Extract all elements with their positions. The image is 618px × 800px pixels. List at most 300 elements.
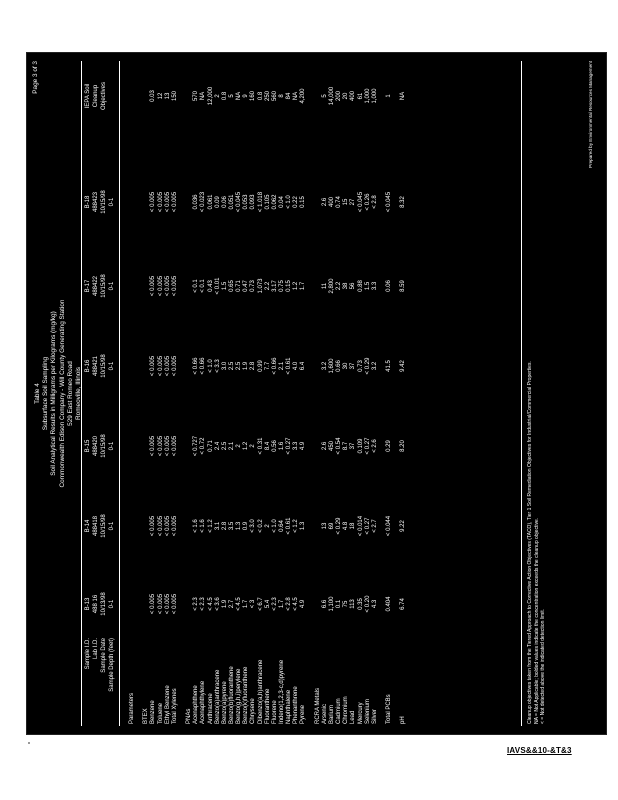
- result-cell: 0.99: [257, 360, 264, 372]
- table-row: [258, 53, 265, 734]
- result-cell: 0.22: [293, 196, 300, 208]
- result-cell: < 0.727: [193, 435, 200, 457]
- cleanup-objective-cell: 8: [278, 94, 285, 98]
- table-row: [315, 53, 322, 734]
- result-cell: < 3.6: [214, 597, 221, 611]
- result-cell: 4.3: [371, 599, 378, 609]
- cleanup-objective-cell: 5: [228, 94, 235, 98]
- table-row: [129, 53, 136, 734]
- header-cell: 488423: [93, 191, 99, 213]
- result-cell: 0.093: [250, 194, 257, 210]
- result-cell: < 0.1: [193, 279, 200, 293]
- cleanup-objective-cell: 13: [164, 92, 171, 100]
- header-cell: 488420: [93, 435, 99, 457]
- cleanup-objective-cell: 2: [214, 94, 221, 98]
- row-label: RCRA Metals: [314, 687, 321, 724]
- row-label: Dibenzo(a,h)anthracene: [257, 659, 264, 724]
- cleanup-objective-cell: 14,000: [328, 86, 335, 106]
- row-label: Lead: [350, 710, 357, 724]
- row-label: Phenanthrene: [293, 686, 300, 724]
- result-cell: < 0.27: [286, 437, 293, 455]
- cleanup-objective-cell: 9: [243, 94, 250, 98]
- table-row: [386, 53, 393, 734]
- table-row: [158, 53, 165, 734]
- result-cell: 27: [350, 198, 357, 206]
- table-row: [250, 53, 257, 734]
- result-cell: 0.73: [250, 280, 257, 292]
- result-cell: 0.109: [357, 438, 364, 454]
- header-cell: 10/13/98: [101, 592, 107, 616]
- result-cell: < 0.31: [257, 437, 264, 455]
- row-label: Mercury: [357, 702, 364, 724]
- result-cell: 37: [350, 362, 357, 370]
- result-cell: 3.17: [271, 280, 278, 292]
- result-cell: < 0.045: [357, 191, 364, 213]
- result-cell: < 0.005: [164, 593, 171, 615]
- result-cell: 0.47: [243, 280, 250, 292]
- result-cell: < 0.2: [257, 519, 264, 533]
- result-cell: 0.053: [243, 194, 250, 210]
- result-cell: 4.9: [300, 441, 307, 451]
- result-cell: 1.9: [243, 361, 250, 371]
- result-cell: 2.5: [236, 361, 243, 371]
- result-cell: 37: [350, 442, 357, 450]
- result-cell: 0.061: [207, 194, 214, 210]
- table-row: [222, 53, 229, 734]
- result-cell: < 0.27: [364, 437, 371, 455]
- cleanup-objective-cell: NA: [293, 91, 300, 101]
- scan-speck: [28, 742, 30, 744]
- cleanup-objective-cell: 570: [193, 91, 200, 102]
- cleanup-objective-cell: 150: [171, 91, 178, 102]
- header-cell: IEPA Soil: [85, 83, 91, 109]
- result-cell: 6.4: [300, 361, 307, 371]
- result-cell: < 0.044: [386, 515, 393, 537]
- cleanup-objective-cell: 1: [386, 94, 393, 98]
- row-label: Total Xylenes: [171, 688, 178, 724]
- result-cell: < 0.61: [286, 357, 293, 375]
- result-cell: 1.2: [243, 441, 250, 451]
- result-cell: < 0.005: [164, 435, 171, 457]
- result-cell: < 1.0: [207, 359, 214, 373]
- result-cell: < 0.29: [364, 357, 371, 375]
- result-cell: 2.5: [228, 361, 235, 371]
- result-cell: 41.5: [386, 360, 393, 372]
- result-cell: < 2.3: [200, 597, 207, 611]
- table-row: [293, 53, 300, 734]
- table-row: [243, 53, 250, 734]
- result-cell: < 0.005: [171, 435, 178, 457]
- result-cell: 0.9: [243, 521, 250, 531]
- table-row: [372, 53, 379, 734]
- result-cell: < 0.005: [164, 515, 171, 537]
- result-cell: 0.71: [207, 440, 214, 452]
- header-cell: 10/15/98: [101, 274, 107, 298]
- result-cell: 2.5: [221, 441, 228, 451]
- header-cell: 0-1: [109, 361, 115, 371]
- header-cell: B-13: [85, 597, 91, 611]
- title-line: 529 East Romeo Road: [66, 361, 74, 426]
- result-cell: < 0.005: [171, 191, 178, 213]
- table-body: [129, 53, 407, 734]
- result-cell: < 2.3: [193, 597, 200, 611]
- result-cell: 38: [343, 282, 350, 290]
- table-row: [336, 53, 343, 734]
- cleanup-objective-cell: 12: [157, 92, 164, 100]
- result-cell: 0.15: [300, 196, 307, 208]
- result-cell: 69: [328, 522, 335, 530]
- table-row: [286, 53, 293, 734]
- result-cell: < 0.023: [200, 191, 207, 213]
- result-cell: < 0.005: [157, 275, 164, 297]
- result-cell: 4.9: [300, 599, 307, 609]
- cleanup-objective-cell: 200: [336, 91, 343, 102]
- result-cell: 5.4: [264, 599, 271, 609]
- row-label: Benzo(k)fluoranthene: [243, 666, 250, 724]
- result-cell: 0.04: [278, 196, 285, 208]
- result-cell: 2,800: [328, 278, 335, 294]
- result-cell: < 4.5: [207, 597, 214, 611]
- row-label: Chrysene: [250, 698, 257, 724]
- row-label: PNAs: [186, 708, 193, 724]
- header-cell: 0-1: [109, 197, 115, 207]
- result-cell: < 2.7: [371, 519, 378, 533]
- cleanup-objective-cell: 400: [350, 91, 357, 102]
- row-label: Benzo(g,h,i)perylene: [236, 668, 243, 724]
- result-cell: 2: [250, 444, 257, 448]
- result-cell: < 0.005: [171, 593, 178, 615]
- header-cell: 10/15/98: [101, 434, 107, 458]
- result-cell: 2.6: [321, 441, 328, 451]
- result-cell: 15: [343, 198, 350, 206]
- result-cell: < 0.005: [157, 593, 164, 615]
- result-cell: < 0.045: [236, 191, 243, 213]
- result-cell: 0.56: [271, 440, 278, 452]
- result-cell: 2.2: [264, 281, 271, 291]
- result-cell: < 4.5: [293, 597, 300, 611]
- result-cell: 2.8: [250, 361, 257, 371]
- result-cell: < 0.005: [150, 275, 157, 297]
- header-cell: B-15: [85, 439, 91, 453]
- note-line: Cleanup objectives taken from the Tiered Approach to Corrective Action Objectives (TACO), Tier 1 Soil Remediation Objectives for Industrial/Commercial Properties.: [527, 361, 533, 724]
- cleanup-objective-cell: 1,000: [371, 88, 378, 104]
- row-label: Selenium: [364, 698, 371, 724]
- header-cell: 0-1: [109, 521, 115, 531]
- result-cell: 0.65: [228, 280, 235, 292]
- result-cell: 0.062: [271, 194, 278, 210]
- cleanup-objective-cell: 160: [250, 91, 257, 102]
- header-cell: 488422: [93, 275, 99, 297]
- row-label: Benzo(b)fluoranthene: [228, 666, 235, 724]
- result-cell: 2.6: [321, 197, 328, 207]
- result-cell: < 0.005: [164, 275, 171, 297]
- result-cell: 11: [321, 282, 328, 290]
- row-label: Benzo(a)pyrene: [221, 681, 228, 724]
- row-label: Benzo(a)anthracene: [214, 669, 221, 724]
- header-cell: B-18: [85, 195, 91, 209]
- table-row: [236, 53, 243, 734]
- result-cell: < 1.0: [271, 519, 278, 533]
- table-row: [350, 53, 357, 734]
- section-spacer: [179, 53, 186, 734]
- result-cell: 3.0: [221, 361, 228, 371]
- result-cell: < 0.005: [171, 355, 178, 377]
- row-label: Pyrene: [300, 704, 307, 724]
- result-cell: 113: [350, 599, 357, 609]
- header-label: Sample I.D.: [85, 638, 91, 670]
- result-cell: < 0.005: [150, 593, 157, 615]
- result-cell: 1.7: [243, 599, 250, 609]
- result-cell: < 0.005: [150, 191, 157, 213]
- row-label: Chromium: [343, 696, 350, 724]
- result-cell: 1.7: [300, 281, 307, 291]
- table-row: [208, 53, 215, 734]
- result-cell: < 0.66: [200, 357, 207, 375]
- table-row: [300, 53, 307, 734]
- cleanup-objective-cell: 5: [321, 94, 328, 98]
- scanned-table-page: [26, 52, 607, 735]
- cleanup-objective-cell: 0.03: [150, 90, 157, 102]
- result-cell: 0.15: [286, 280, 293, 292]
- table-row: [265, 53, 272, 734]
- row-label: Ethyl Benzene: [164, 685, 171, 724]
- header-cell: 10/15/98: [101, 514, 107, 538]
- result-cell: 0.09: [214, 196, 221, 208]
- result-cell: 0.1: [336, 599, 343, 609]
- header-label: Sample Date: [101, 638, 107, 673]
- result-cell: < 2.6: [371, 439, 378, 453]
- header-cell: 488421: [93, 355, 99, 377]
- result-cell: < 0.005: [157, 355, 164, 377]
- result-cell: 400: [328, 197, 335, 208]
- result-cell: 1.5: [364, 281, 371, 291]
- result-cell: 1.2: [293, 281, 300, 291]
- table-notes: [527, 204, 547, 724]
- row-label: Acenaphthene: [193, 685, 200, 724]
- cleanup-objective-cell: 250: [264, 91, 271, 102]
- row-label: Fluoranthene: [264, 688, 271, 724]
- result-cell: 1,600: [328, 358, 335, 374]
- result-cell: 3.2: [371, 361, 378, 371]
- result-cell: 1.3: [236, 521, 243, 531]
- result-cell: 9.22: [400, 520, 407, 532]
- result-cell: 450: [328, 441, 335, 452]
- header-cell: B-14: [85, 519, 91, 533]
- section-spacer: [308, 53, 315, 734]
- result-cell: 8.7: [343, 441, 350, 451]
- result-cell: < 0.005: [157, 435, 164, 457]
- result-cell: 2.7: [228, 599, 235, 609]
- result-cell: 6.74: [400, 598, 407, 610]
- row-label: Cadmium: [336, 698, 343, 724]
- result-cell: 8.59: [400, 280, 407, 292]
- result-cell: < 0.005: [157, 191, 164, 213]
- header-cell: 488418: [93, 515, 99, 537]
- cleanup-objective-cell: 20: [343, 92, 350, 100]
- row-label: Silver: [371, 708, 378, 724]
- header-cell: 0-1: [109, 281, 115, 291]
- cleanup-objective-cell: NA: [400, 91, 407, 101]
- result-cell: 2.1: [228, 441, 235, 451]
- table-row: [358, 53, 365, 734]
- table-row: [165, 53, 172, 734]
- header-cell: 0-1: [109, 599, 115, 609]
- result-cell: < 1.6: [200, 519, 207, 533]
- result-cell: < 0.66: [271, 357, 278, 375]
- result-cell: 3.3: [293, 441, 300, 451]
- result-cell: 2: [264, 524, 271, 528]
- result-cell: 0.74: [336, 196, 343, 208]
- cleanup-objective-cell: 0.8: [257, 91, 264, 101]
- result-cell: < 0.005: [164, 191, 171, 213]
- title-line: Romeoville, Illinois: [75, 367, 83, 420]
- result-cell: 3.2: [321, 361, 328, 371]
- result-cell: < 0.005: [150, 435, 157, 457]
- result-cell: 2.2: [336, 281, 343, 291]
- result-cell: 0.66: [336, 360, 343, 372]
- result-cell: 1.5: [221, 281, 228, 291]
- table-row: [343, 53, 350, 734]
- table-row: [279, 53, 286, 734]
- result-cell: < 0.005: [157, 515, 164, 537]
- table-row: [329, 53, 336, 734]
- header-cell: 488 16: [93, 594, 99, 614]
- result-cell: < 2.3: [271, 597, 278, 611]
- table-row: [172, 53, 179, 734]
- cleanup-objective-cell: 560: [271, 91, 278, 102]
- header-row-lab-id: [93, 53, 101, 734]
- result-cell: 3.3: [371, 281, 378, 291]
- result-cell: 1.3: [300, 521, 307, 531]
- result-cell: 0.06: [386, 280, 393, 292]
- result-cell: 30: [343, 362, 350, 370]
- result-cell: 0.036: [193, 194, 200, 210]
- header-cell: B-16: [85, 359, 91, 373]
- result-cell: 0.404: [386, 596, 393, 612]
- header-rule-bottom: [119, 61, 120, 726]
- result-cell: 0.64: [278, 520, 285, 532]
- table-row: [143, 53, 150, 734]
- cleanup-objective-cell: 0.8: [221, 91, 228, 101]
- result-cell: < 1.2: [207, 519, 214, 533]
- header-row-sample-date: [101, 53, 109, 734]
- result-cell: < 0.005: [164, 355, 171, 377]
- table-row: [365, 53, 372, 734]
- title-line: Subsurface Soil Sampling: [42, 356, 50, 431]
- header-row-sample-depth: [109, 53, 117, 734]
- header-cell: 0-1: [109, 441, 115, 451]
- result-cell: 0.06: [221, 196, 228, 208]
- notes-rule: [521, 61, 522, 726]
- result-cell: < 3.3: [214, 359, 221, 373]
- table-row: [272, 53, 279, 734]
- note-line: NA = Not Applicable; bolded values indicate the concentration exceeds the cleanup objective.: [533, 517, 540, 724]
- section-spacer: [393, 53, 400, 734]
- result-cell: 8.20: [400, 440, 407, 452]
- document-id-stamp: IAVS&&10-&T&3: [507, 746, 572, 755]
- section-spacer: [379, 53, 386, 734]
- result-cell: 8.32: [400, 196, 407, 208]
- header-label: Sample Depth (feet): [109, 638, 115, 692]
- note-line: < = Not detected above the indicated detection limit.: [540, 608, 547, 724]
- result-cell: < 0.66: [193, 357, 200, 375]
- result-cell: < 1.6: [193, 519, 200, 533]
- result-cell: < 0.005: [150, 515, 157, 537]
- row-label: Benzene: [150, 700, 157, 724]
- result-cell: 1.6: [278, 441, 285, 451]
- cleanup-objective-cell: 84: [286, 92, 293, 100]
- result-cell: 2.1: [278, 361, 285, 371]
- result-cell: < 0.014: [357, 515, 364, 537]
- row-label: Barium: [328, 704, 335, 724]
- header-cell: Cleanup: [93, 84, 99, 108]
- row-label: Total PCBs: [386, 694, 393, 724]
- result-cell: < 0.27: [364, 517, 371, 535]
- row-label: Anthracene: [207, 693, 214, 724]
- column-header-block: [83, 53, 123, 734]
- result-cell: 13: [321, 522, 328, 530]
- header-label: Lab I.D.: [93, 638, 99, 660]
- result-cell: < 6.7: [257, 597, 264, 611]
- row-label: BTEX: [143, 708, 150, 724]
- row-label: pH: [400, 716, 407, 724]
- row-label: Acenaphthylene: [200, 680, 207, 724]
- cleanup-objective-cell: 1,000: [364, 88, 371, 104]
- result-cell: 3.1: [214, 521, 221, 531]
- result-cell: 1.9: [221, 599, 228, 609]
- table-title-block: [34, 53, 83, 734]
- result-cell: 8.4: [264, 441, 271, 451]
- cleanup-objective-cell: 61: [357, 92, 364, 100]
- cleanup-objective-cell: NA: [200, 91, 207, 101]
- table-row: [229, 53, 236, 734]
- result-cell: 0.71: [236, 280, 243, 292]
- result-cell: < 0.20: [364, 595, 371, 613]
- result-cell: < 0.005: [171, 275, 178, 297]
- table-row: [400, 53, 407, 734]
- result-cell: 2.4: [214, 441, 221, 451]
- cleanup-objective-cell: 12,000: [207, 86, 214, 106]
- result-cell: < 4.5: [236, 597, 243, 611]
- result-cell: 4.0: [293, 361, 300, 371]
- title-line: Soil Analytical Results in Milligrams per Kilograms (mg/kg): [50, 311, 58, 476]
- result-cell: 0.43: [207, 280, 214, 292]
- result-cell: 2.8: [221, 521, 228, 531]
- header-cell: Objectives: [101, 82, 107, 111]
- header-row-sample-id: [85, 53, 93, 734]
- preparer-credit: Prepared by Environmental Resources Management: [588, 61, 593, 168]
- result-cell: 0.73: [357, 360, 364, 372]
- result-cell: < 0.61: [286, 517, 293, 535]
- title-line: Commonwealth Edison Company - Will County Generating Station: [58, 299, 66, 488]
- result-cell: 0.35: [357, 598, 364, 610]
- result-cell: 2: [236, 444, 243, 448]
- table-row: [150, 53, 157, 734]
- result-cell: 7.7: [264, 361, 271, 371]
- result-cell: < 0.1: [200, 279, 207, 293]
- row-label: Parameters: [129, 692, 135, 724]
- result-cell: < 2.8: [371, 195, 378, 209]
- result-cell: 0.88: [357, 280, 364, 292]
- row-label: Toluene: [157, 702, 164, 724]
- result-cell: 1,100: [328, 596, 335, 612]
- result-cell: < 0.72: [200, 437, 207, 455]
- table-row: [186, 53, 193, 734]
- header-rule-top: [81, 61, 82, 726]
- result-cell: 0.29: [386, 440, 393, 452]
- result-cell: 6.6: [321, 599, 328, 609]
- result-cell: 4.8: [343, 521, 350, 531]
